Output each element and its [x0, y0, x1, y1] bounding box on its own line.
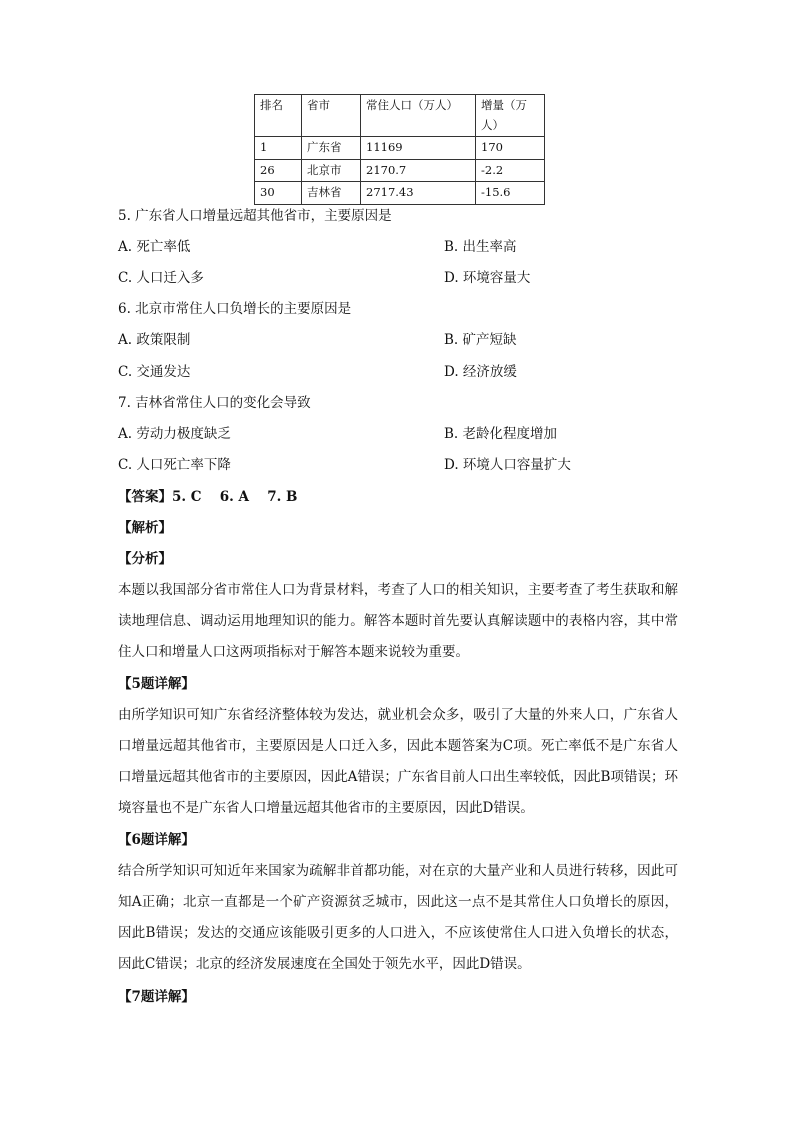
- q5-option-a: A. 死亡率低: [118, 239, 191, 255]
- cell-population: 2170.7: [361, 159, 476, 182]
- q6-option-a: A. 政策限制: [118, 332, 191, 348]
- question-5-stem: 5. 广东省人口增量远超其他省市，主要原因是: [118, 208, 392, 224]
- header-province: 省市: [302, 95, 361, 137]
- header-increase: 增量（万人）: [476, 95, 545, 137]
- q6-option-d: D. 经济放缓: [444, 364, 517, 380]
- table-header-row: [255, 95, 545, 137]
- q7-option-b: B. 老龄化程度增加: [444, 426, 558, 442]
- cell-province: 吉林省: [302, 182, 361, 205]
- analysis-heading: 【解析】: [118, 520, 172, 536]
- population-table: [254, 94, 545, 205]
- header-rank: 排名: [255, 95, 302, 137]
- cell-increase: -2.2: [476, 159, 545, 182]
- q5-option-b: B. 出生率高: [444, 239, 517, 255]
- q7-option-d: D. 环境人口容量扩大: [444, 457, 571, 473]
- q6-option-c: C. 交通发达: [118, 364, 191, 380]
- question-6-stem: 6. 北京市常住人口负增长的主要原因是: [118, 301, 352, 317]
- table-row: [255, 137, 545, 160]
- q7-option-a: A. 劳动力极度缺乏: [118, 426, 231, 442]
- cell-province: 广东省: [302, 137, 361, 160]
- q7-option-c: C. 人口死亡率下降: [118, 457, 231, 473]
- q5-option-c: C. 人口迁入多: [118, 270, 204, 286]
- detail-5-heading: 【5题详解】: [118, 676, 195, 692]
- detail-7-heading: 【7题详解】: [118, 989, 195, 1005]
- question-7-stem: 7. 吉林省常住人口的变化会导致: [118, 395, 311, 411]
- cell-increase: 170: [476, 137, 545, 160]
- detail-5-paragraph: 由所学知识可知广东省经济整体较为发达，就业机会众多，吸引了大量的外来人口，广东省人口增量远超其他省市，主要原因是人口迁入多，因此本题答案为C项。死亡率低不是广东省人口增量远超其他省市的主要原因，因此A错误；广东省目前人口出生率较低，因此B项错误；环境容量也不是广东省人口增量远超其他省市的主要原因，因此D错误。: [118, 707, 678, 816]
- cell-population: 2717.43: [361, 182, 476, 205]
- cell-population: 11169: [361, 137, 476, 160]
- answer-line: 【答案】5. C 6. A 7. B: [118, 489, 298, 505]
- detail-6-paragraph: 结合所学知识可知近年来国家为疏解非首都功能，对在京的大量产业和人员进行转移，因此可知A正确；北京一直都是一个矿产资源贫乏城市，因此这一点不是其常住人口负增长的原因，因此B错误；发达的交通应该能吸引更多的人口进入，不应该使常住人口进入负增长的状态，因此C错误；北京的经济发展速度在全国处于领先水平，因此D错误。: [118, 863, 678, 972]
- table-row: [255, 182, 545, 205]
- cell-rank: 1: [255, 137, 302, 160]
- detail-6-heading: 【6题详解】: [118, 832, 195, 848]
- cell-increase: -15.6: [476, 182, 545, 205]
- cell-rank: 26: [255, 159, 302, 182]
- cell-rank: 30: [255, 182, 302, 205]
- q5-option-d: D. 环境容量大: [444, 270, 531, 286]
- header-population: 常住人口（万人）: [361, 95, 476, 137]
- q6-option-b: B. 矿产短缺: [444, 332, 517, 348]
- fenxi-paragraph: 本题以我国部分省市常住人口为背景材料，考查了人口的相关知识，主要考查了考生获取和解读地理信息、调动运用地理知识的能力。解答本题时首先要认真解读题中的表格内容，其中常住人口和增量人口这两项指标对于解答本题来说较为重要。: [118, 582, 678, 660]
- fenxi-heading: 【分析】: [118, 551, 172, 567]
- table-row: [255, 159, 545, 182]
- cell-province: 北京市: [302, 159, 361, 182]
